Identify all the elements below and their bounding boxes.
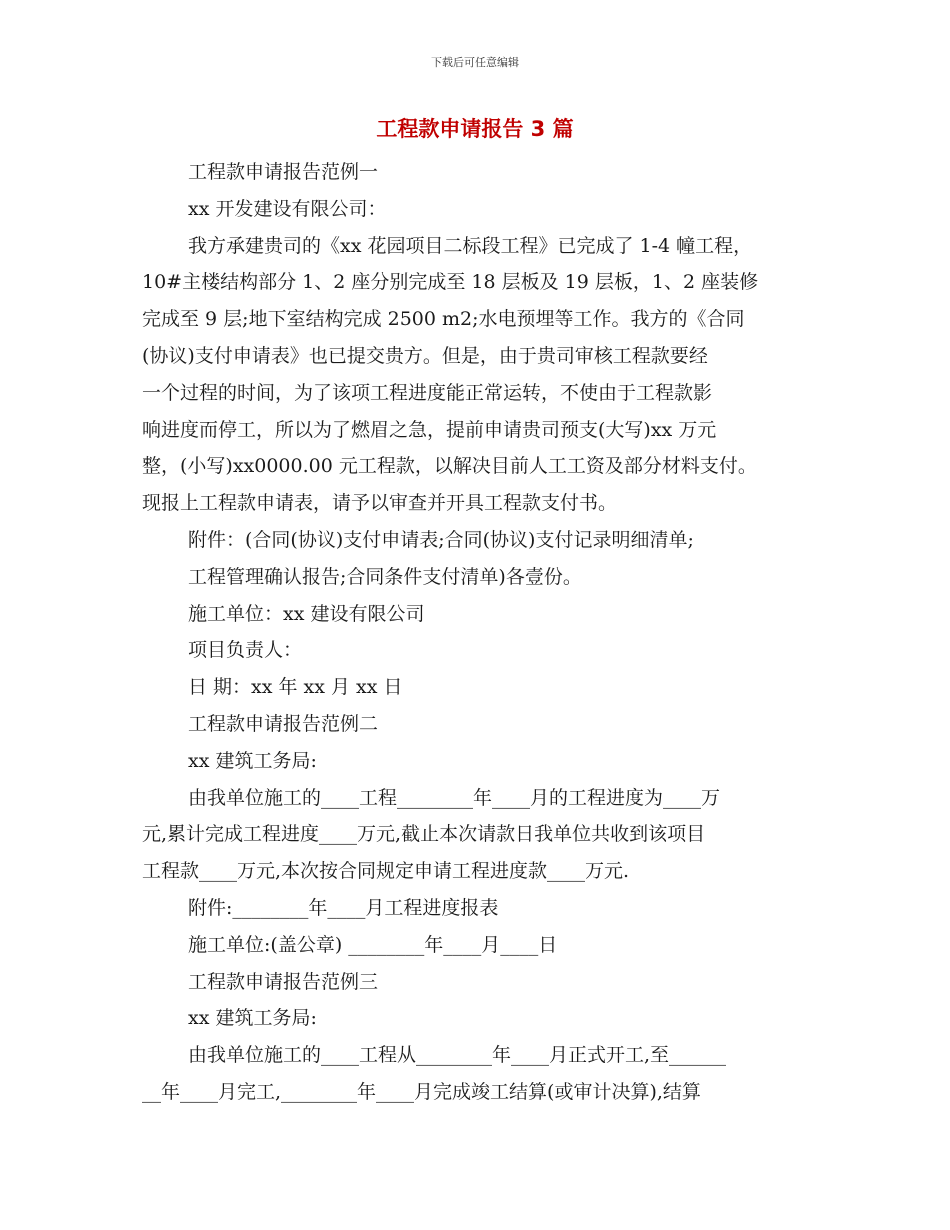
paragraph-line: 工程款申请报告范例三: [188, 970, 379, 993]
paragraph-line: 响进度而停工，所以为了燃眉之急，提前申请贵司预支(大写)xx 万元: [142, 418, 717, 441]
paragraph-line: 由我单位施工的____工程________年____月的工程进度为____万: [188, 786, 721, 809]
header-note: 下载后可任意编辑: [431, 56, 519, 69]
paragraph-line: 一个过程的时间，为了该项工程进度能正常运转，不使由于工程款影: [142, 381, 713, 404]
paragraph-line: xx 建筑工务局:: [188, 749, 317, 772]
paragraph-line: 项目负责人：: [188, 639, 303, 662]
paragraph-line: 施工单位:(盖公章) ________年____月____日: [188, 933, 558, 956]
paragraph-line: 由我单位施工的____工程从________年____月正式开工,至______: [188, 1044, 727, 1067]
paragraph-line: 日 期：xx 年 xx 月 xx 日: [188, 676, 403, 699]
paragraph-line: 工程款申请报告范例二: [188, 713, 379, 735]
paragraph-line: 完成至 9 层;地下室结构完成 2500 m2;水电预埋等工作。我方的《合同: [142, 308, 745, 331]
paragraph-line: 元,累计完成工程进度____万元,截止本次请款日我单位共收到该项目: [142, 823, 706, 846]
paragraph-line: __年____月完工,________年____月完成竣工结算(或审计决算),结算: [142, 1081, 701, 1103]
paragraph-line: 附件：(合同(协议)支付申请表;合同(协议)支付记录明细清单;: [188, 529, 694, 551]
paragraph-line: xx 开发建设有限公司：: [188, 197, 387, 220]
paragraph-line: 施工单位：xx 建设有限公司: [188, 602, 425, 625]
paragraph-line: 我方承建贵司的《xx 花园项目二标段工程》已完成了 1-4 幢工程，: [188, 234, 753, 257]
paragraph-line: xx 建筑工务局:: [188, 1007, 317, 1030]
paragraph-line: 10#主楼结构部分 1、2 座分别完成至 18 层板及 19 层板，1、2 座装修: [142, 271, 759, 294]
paragraph-line: 现报上工程款申请表，请予以审查并开具工程款支付书。: [142, 492, 618, 515]
paragraph-line: 附件:________年____月工程进度报表: [188, 897, 499, 919]
document-title: 工程款申请报告 3 篇: [376, 117, 574, 141]
paragraph-line: 工程款申请报告范例一: [188, 161, 379, 183]
paragraph-line: 工程款____万元,本次按合同规定申请工程进度款____万元.: [142, 860, 630, 883]
paragraph-line: (协议)支付申请表》也已提交贵方。但是，由于贵司审核工程款要经: [142, 345, 708, 367]
paragraph-line: 工程管理确认报告;合同条件支付清单)各壹份。: [188, 565, 582, 588]
paragraph-line: 整，(小写)xx0000.00 元工程款，以解决目前人工工资及部分材料支付。: [142, 455, 757, 478]
